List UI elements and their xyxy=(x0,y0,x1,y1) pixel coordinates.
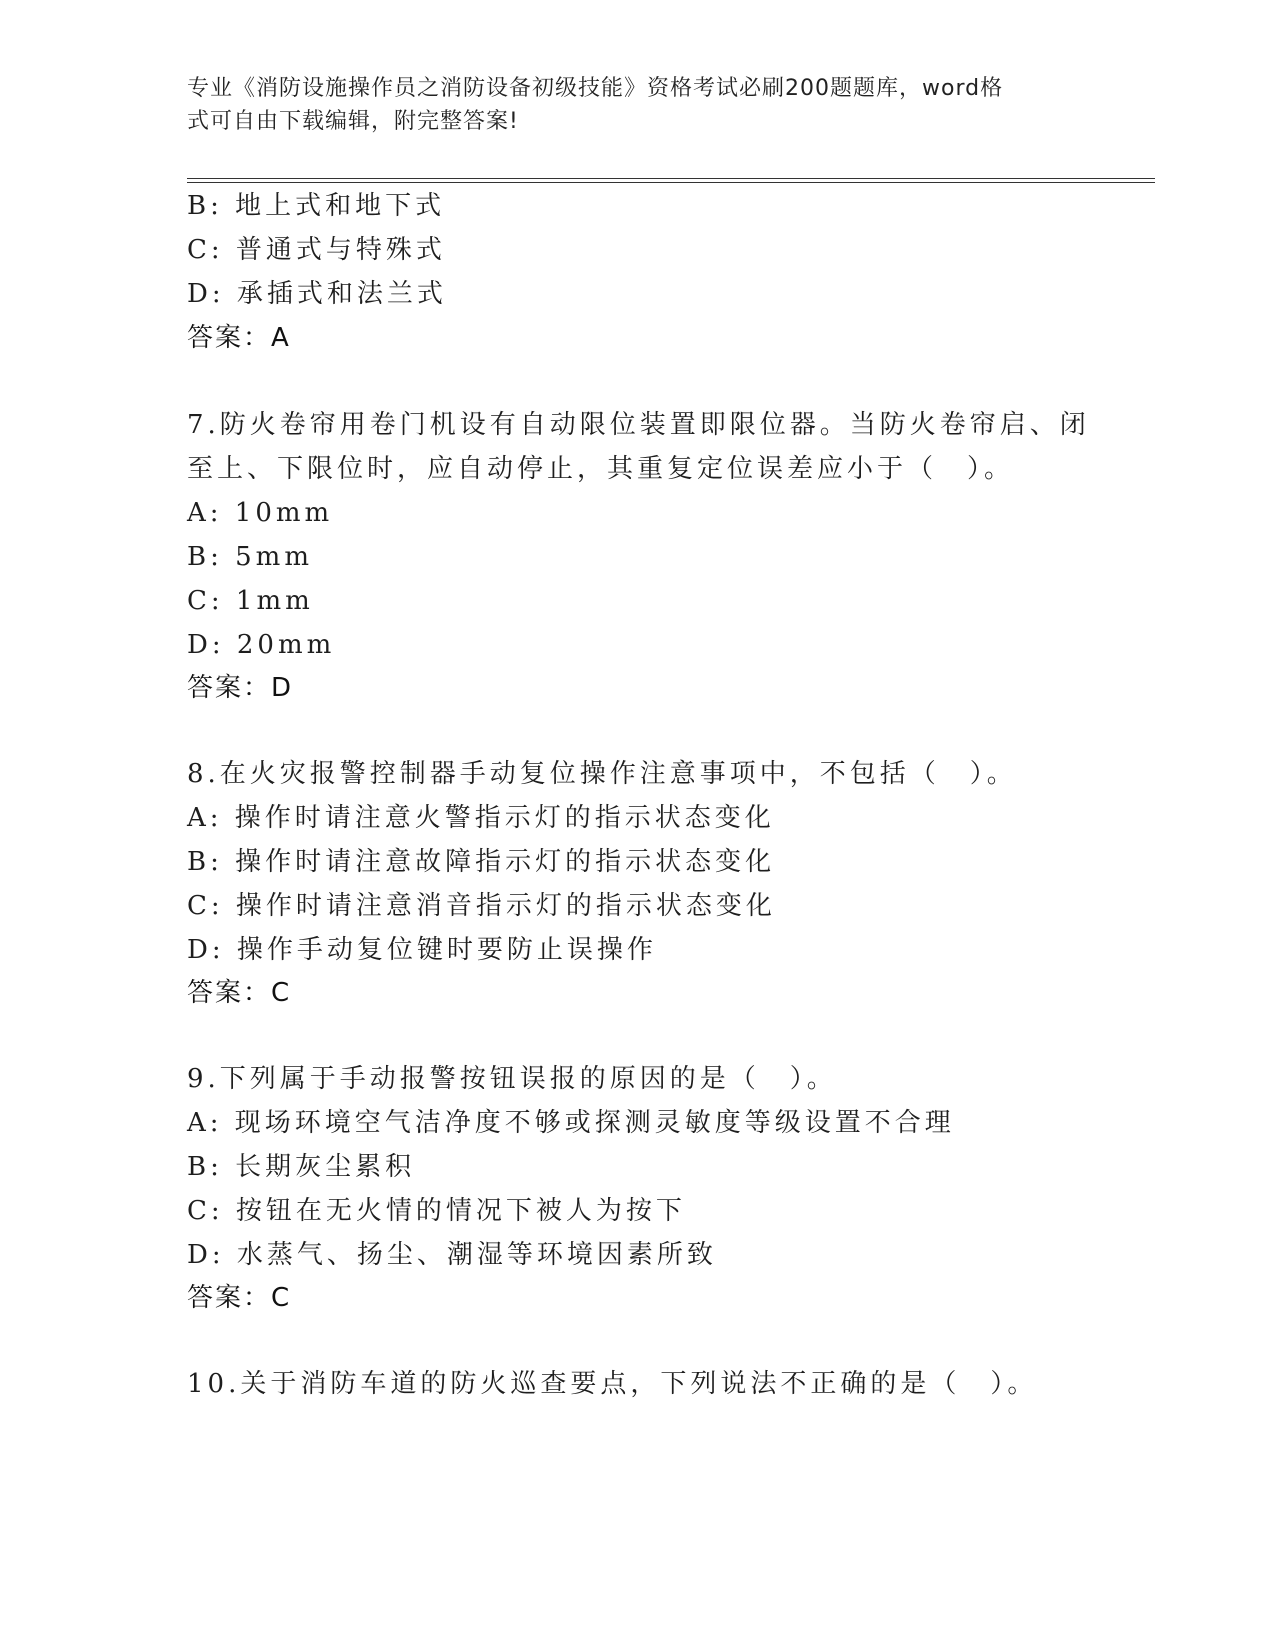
q9-option-a: A: 现场环境空气洁净度不够或探测灵敏度等级设置不合理 xyxy=(187,1108,955,1138)
q7-option-a: A: 10mm xyxy=(187,498,334,528)
q7-option-c: C: 1mm xyxy=(187,586,314,616)
q7-stem-line-2: 至上、下限位时，应自动停止，其重复定位误差应小于（ ）。 xyxy=(187,454,1015,484)
q9-stem: 9.下列属于手动报警按钮误报的原因的是（ ）。 xyxy=(187,1064,837,1094)
q7-option-b: B: 5mm xyxy=(187,542,313,572)
q7-stem-line-1: 7.防火卷帘用卷门机设有自动限位装置即限位器。当防火卷帘启、闭 xyxy=(187,410,1090,440)
q8-option-a: A: 操作时请注意火警指示灯的指示状态变化 xyxy=(187,803,775,833)
q6-option-b: B: 地上式和地下式 xyxy=(187,191,446,221)
q6-option-c: C: 普通式与特殊式 xyxy=(187,235,446,265)
q8-option-b: B: 操作时请注意故障指示灯的指示状态变化 xyxy=(187,847,776,877)
q8-answer: 答案：C xyxy=(187,978,292,1008)
q9-option-b: B: 长期灰尘累积 xyxy=(187,1152,416,1182)
header-line-2: 式可自由下载编辑，附完整答案! xyxy=(187,109,519,134)
q8-stem: 8.在火灾报警控制器手动复位操作注意事项中，不包括（ ）。 xyxy=(187,759,1017,789)
q6-option-d: D: 承插式和法兰式 xyxy=(187,279,447,309)
header-line-1: 专业《消防设施操作员之消防设备初级技能》资格考试必刷200题题库，word格 xyxy=(187,76,1004,101)
header-divider-bottom xyxy=(187,182,1155,183)
header-divider-top xyxy=(187,178,1155,179)
q9-option-d: D: 水蒸气、扬尘、潮湿等环境因素所致 xyxy=(187,1240,717,1270)
q9-option-c: C: 按钮在无火情的情况下被人为按下 xyxy=(187,1196,686,1226)
q8-option-d: D: 操作手动复位键时要防止误操作 xyxy=(187,935,657,965)
document-header xyxy=(187,72,1067,138)
q10-stem: 10.关于消防车道的防火巡查要点，下列说法不正确的是（ ）。 xyxy=(187,1369,1038,1399)
q7-option-d: D: 20mm xyxy=(187,630,336,660)
q8-option-c: C: 操作时请注意消音指示灯的指示状态变化 xyxy=(187,891,776,921)
q7-answer: 答案：D xyxy=(187,673,294,703)
q9-answer: 答案：C xyxy=(187,1283,292,1313)
q6-answer: 答案：A xyxy=(187,323,291,353)
